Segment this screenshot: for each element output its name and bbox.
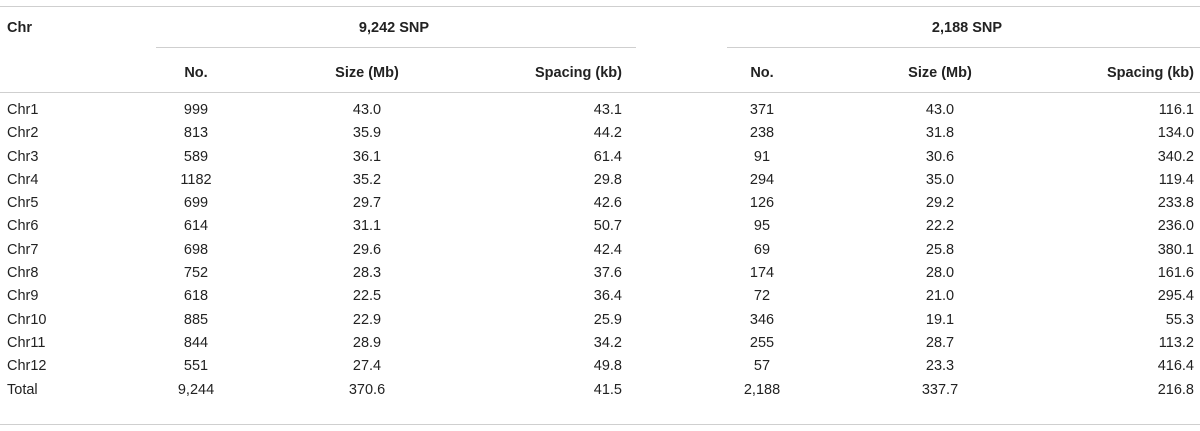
group-rule-1: [156, 47, 636, 48]
spacing-cell: 236.0: [1157, 218, 1194, 235]
col-header-size-1: Size (Mb): [335, 65, 399, 81]
no-cell: 126: [749, 195, 775, 212]
size-cell: 31.1: [352, 218, 382, 235]
no-cell: 551: [183, 358, 209, 375]
table-body: [0, 100, 1200, 403]
size-cell: 29.6: [352, 241, 382, 258]
no-cell: 844: [183, 334, 209, 351]
spacing-cell: 41.5: [593, 381, 622, 398]
no-cell: 9,244: [177, 381, 215, 398]
no-cell: 69: [753, 241, 771, 258]
no-cell: 95: [753, 218, 771, 235]
top-rule: [0, 6, 1200, 7]
size-cell: 22.9: [352, 311, 382, 328]
col-header-size-2: Size (Mb): [908, 65, 972, 81]
no-cell: 614: [183, 218, 209, 235]
row-label: Chr3: [7, 148, 39, 165]
size-cell: 29.7: [352, 195, 382, 212]
table-row: [0, 216, 1200, 239]
table-row: [0, 263, 1200, 286]
row-label: Chr1: [7, 102, 39, 118]
col-header-no-1: No.: [184, 65, 208, 81]
col-header-no-2: No.: [750, 65, 774, 81]
row-label: Chr8: [7, 265, 39, 282]
spacing-cell: 37.6: [593, 265, 622, 282]
header-rule: [0, 92, 1200, 93]
row-label: Chr11: [7, 334, 46, 351]
row-label: Chr5: [7, 195, 39, 212]
no-cell: 618: [183, 288, 209, 305]
row-label: Chr9: [7, 288, 39, 305]
size-cell: 31.8: [925, 125, 955, 142]
row-header-chr: Chr: [7, 20, 32, 36]
spacing-cell: 416.4: [1157, 358, 1194, 375]
spacing-cell: 42.6: [593, 195, 622, 212]
size-cell: 35.0: [925, 171, 955, 188]
size-cell: 43.0: [352, 102, 382, 118]
spacing-cell: 134.0: [1157, 125, 1194, 142]
spacing-cell: 36.4: [593, 288, 622, 305]
table-row: [0, 356, 1200, 379]
table-row: [0, 170, 1200, 193]
size-cell: 370.6: [348, 381, 386, 398]
spacing-cell: 55.3: [1165, 311, 1194, 328]
group-header-2188-snp: 2,188 SNP: [931, 20, 1003, 36]
bottom-rule: [0, 424, 1200, 425]
spacing-cell: 43.1: [593, 102, 622, 118]
row-label: Total: [7, 381, 38, 398]
no-cell: 2,188: [743, 381, 781, 398]
no-cell: 371: [749, 102, 775, 118]
size-cell: 35.9: [352, 125, 382, 142]
size-cell: 28.3: [352, 265, 382, 282]
no-cell: 698: [183, 241, 209, 258]
row-label: Chr6: [7, 218, 39, 235]
row-label: Chr10: [7, 311, 47, 328]
no-cell: 294: [749, 171, 775, 188]
table-row: [0, 123, 1200, 146]
row-label: Chr4: [7, 171, 39, 188]
spacing-cell: 25.9: [593, 311, 622, 328]
table-row: [0, 147, 1200, 170]
spacing-cell: 44.2: [593, 125, 622, 142]
no-cell: 999: [183, 102, 209, 118]
group-header-9242-snp: 9,242 SNP: [358, 20, 430, 36]
size-cell: 30.6: [925, 148, 955, 165]
spacing-cell: 216.8: [1157, 381, 1194, 398]
table-row: [0, 193, 1200, 216]
table-row: [0, 380, 1200, 403]
group-rule-2: [727, 47, 1200, 48]
spacing-cell: 29.8: [593, 171, 622, 188]
no-cell: 699: [183, 195, 209, 212]
spacing-cell: 49.8: [593, 358, 622, 375]
size-cell: 19.1: [925, 311, 955, 328]
no-cell: 174: [749, 265, 775, 282]
size-cell: 36.1: [352, 148, 382, 165]
size-cell: 35.2: [352, 171, 382, 188]
no-cell: 589: [183, 148, 209, 165]
spacing-cell: 161.6: [1157, 265, 1194, 282]
no-cell: 57: [753, 358, 771, 375]
size-cell: 22.2: [925, 218, 955, 235]
spacing-cell: 295.4: [1157, 288, 1194, 305]
row-label: Chr7: [7, 241, 39, 258]
row-label: Chr2: [7, 125, 39, 142]
spacing-cell: 113.2: [1158, 334, 1194, 351]
no-cell: 346: [749, 311, 775, 328]
size-cell: 28.9: [352, 334, 382, 351]
size-cell: 27.4: [352, 358, 382, 375]
spacing-cell: 116.1: [1158, 102, 1194, 118]
spacing-cell: 233.8: [1157, 195, 1194, 212]
size-cell: 25.8: [925, 241, 955, 258]
size-cell: 28.0: [925, 265, 955, 282]
spacing-cell: 34.2: [593, 334, 622, 351]
no-cell: 1182: [180, 171, 212, 188]
size-cell: 28.7: [925, 334, 955, 351]
no-cell: 885: [183, 311, 209, 328]
size-cell: 21.0: [925, 288, 955, 305]
size-cell: 23.3: [925, 358, 955, 375]
spacing-cell: 61.4: [593, 148, 622, 165]
table-row: [0, 333, 1200, 356]
no-cell: 813: [183, 125, 209, 142]
no-cell: 238: [749, 125, 775, 142]
size-cell: 43.0: [925, 102, 955, 118]
table-row: [0, 240, 1200, 263]
spacing-cell: 119.4: [1158, 171, 1194, 188]
spacing-cell: 42.4: [593, 241, 622, 258]
spacing-cell: 340.2: [1157, 148, 1194, 165]
col-header-spacing-1: Spacing (kb): [534, 65, 622, 81]
no-cell: 91: [753, 148, 771, 165]
size-cell: 22.5: [352, 288, 382, 305]
table-row: [0, 286, 1200, 309]
no-cell: 72: [753, 288, 771, 305]
size-cell: 337.7: [921, 381, 959, 398]
spacing-cell: 380.1: [1157, 241, 1194, 258]
table-row: [0, 310, 1200, 333]
col-header-spacing-2: Spacing (kb): [1106, 65, 1194, 81]
table-row: [0, 100, 1200, 123]
spacing-cell: 50.7: [593, 218, 622, 235]
no-cell: 255: [749, 334, 775, 351]
size-cell: 29.2: [925, 195, 955, 212]
no-cell: 752: [183, 265, 209, 282]
row-label: Chr12: [7, 358, 47, 375]
